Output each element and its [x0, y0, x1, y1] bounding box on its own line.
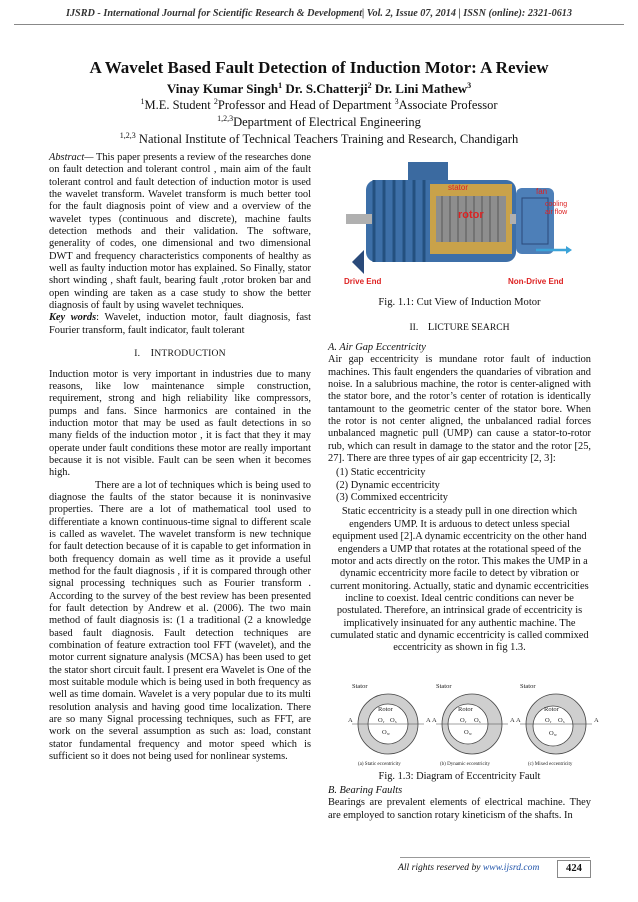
panel-static — [348, 683, 431, 767]
role-text: Professor and Head of Department — [217, 98, 395, 112]
panel-mixed — [516, 683, 599, 767]
abstract-text: This paper presents a review of the researches done on fault detection and tolerant control , main aim of the fault tolerant control and fault detection of induction motor is used the wavelet transform. Wavelet transform is much better tool for the fault diagnosis point of view and a overview of the wavelet types (continuous and discrete), machine faults detection methods and their validation. The software, generality of codes, one dimensional and two dimensional DWT and frequency characteristics components of healthy as well as faulty induction motor has explained. So Finally, stator short winding , shaft fault, bearing fault ,rotor broken bar and open winding are taken as a case study to show the better diagnosis of fault by using wavelet techniques. — [49, 152, 311, 312]
abstract-label: Abstract— — [49, 152, 94, 163]
panel-ow: O — [382, 729, 387, 736]
page-number: 424 — [557, 860, 591, 878]
label-air-flow: air flow — [545, 209, 568, 216]
panel-a-left: A — [432, 717, 437, 724]
list-item: (3) Commixed eccentricity — [336, 492, 448, 504]
section-title-initial: I — [150, 348, 155, 360]
author-sup: 3 — [467, 81, 472, 90]
footer-rights-text: All rights reserved by — [398, 862, 483, 873]
author-roles — [0, 98, 638, 113]
label-cooling: cooling — [545, 201, 568, 208]
footer-url-link[interactable]: www.ijsrd.com — [482, 862, 540, 873]
section-title-rest: NTRODUCTION — [154, 348, 226, 360]
department-text: Department of Electrical Engineering — [233, 115, 421, 129]
department-sup: 1,2,3 — [217, 114, 234, 123]
panel-ow: O — [549, 730, 554, 737]
shaft-drive-end — [346, 214, 372, 224]
footer-rights — [398, 862, 539, 873]
panel-a-right: A — [594, 717, 599, 724]
journal-header: IJSRD - International Journal for Scientific Research & Development| Vol. 2, Issue 07, 2014 | ISSN (online): 2321-0613 — [66, 8, 572, 19]
section-title-initial-2: S — [471, 322, 478, 333]
intro-paragraph-2: There are a lot of techniques which is being used to diagnose the faults of the stator because it is noninvasive properties. There are a lot of mathematical tool used to differentiate a known continuous-time signal to different scale is called as wavelet. The wavelet transform is new technique for fault detection because of it is capable to get information in both frequency domain as well time as it provide a useful method for the fault diagnosis , if it is compared through other signal processing techniques such as Fourier transform . According to the survey of the best review has been presented for fault detection by Andrew et al. (2006). The two main method of fault diagnosis is: (1 a traditional (2 a knowledge based fault diagnosis. Fault detection techniques are combination of feature extraction tool FFT (wavelet), and the motor current signature analysis (MCSA) has been used to get the stator short circuit fault. I present era Wavelet is One of the most suitable module which is being used in both frequency as well as time domain. Wavelet is a very popular due to its multi resolution analysis and having good time localization. There are so many Signal processing techniques, such as FFT, are work on the several assumption as such as: load, constant stator fundamental frequency and motor speed which is sufficient so it does not being used for nonlinear systems. — [49, 479, 311, 763]
panel-os: O — [390, 717, 395, 724]
panel-rotor-label: Rotor — [544, 706, 559, 713]
section-title-initial: L — [427, 322, 435, 333]
label-rotor: rotor — [458, 209, 484, 221]
panel-stator-label: Stator — [352, 683, 368, 690]
section-heading-introduction — [49, 348, 311, 360]
left-column — [49, 152, 311, 764]
panel-os: O — [558, 717, 563, 724]
keywords — [49, 312, 311, 337]
panel-rotor-label: Rotor — [378, 706, 393, 713]
panel-stator-label: Stator — [520, 683, 536, 690]
terminal-box — [408, 162, 448, 180]
label-non-drive-end: Non-Drive End — [508, 277, 564, 286]
panel-a-left: A — [516, 717, 521, 724]
department-line — [0, 115, 638, 130]
footer-rule — [400, 857, 590, 858]
panel-os: O — [474, 717, 479, 724]
subsection-bearing-faults: B. Bearing Faults — [328, 785, 403, 796]
right-column-bottom — [328, 785, 591, 822]
label-stator: stator — [448, 183, 469, 192]
role-text: Associate Professor — [398, 98, 498, 112]
figure-3-caption: Fig. 1.3: Diagram of Eccentricity Fault — [378, 771, 541, 782]
institute-sup: 1,2,3 — [119, 131, 136, 140]
panel-or-sub: r — [383, 719, 385, 724]
keywords-label: Key words — [49, 312, 97, 324]
panel-a-right: A — [510, 717, 515, 724]
author-name: Dr. Lini Mathew — [374, 81, 468, 96]
author-line — [0, 81, 638, 97]
section-title-rest-2: EARCH — [477, 322, 510, 333]
header-rule — [14, 24, 624, 25]
panel-a-right: A — [426, 717, 431, 724]
eccentricity-list — [336, 467, 591, 504]
abstract — [49, 152, 311, 312]
panel-os-sub: s — [563, 719, 565, 724]
figure-eccentricity-diagram — [348, 680, 598, 768]
panel-or-sub: r — [465, 719, 467, 724]
panel-caption: (c) Mixed eccentricity — [528, 762, 573, 767]
role-sup: 2 — [213, 97, 218, 106]
panel-or: O — [545, 717, 550, 724]
panel-ow-sub: w — [469, 731, 472, 736]
panel-ow-sub: w — [554, 732, 557, 737]
role-sup: 3 — [394, 97, 399, 106]
panel-or-sub: r — [550, 719, 552, 724]
panel-ow-sub: w — [387, 731, 390, 736]
air-gap-paragraph: Air gap eccentricity is mundane rotor fault of induction machines. This fault engenders the quandaries of vibration and noise. In a salubrious machine, the rotor is center-aligned with the stator bore, and the rotor’s center of rotation is identically tantamount to the geometric center of the stator bore. When the rotor is not center aligned, the unbalanced radial forces unbalanced magnetic pull (UMP) can cause a stator-to-rotor rub, which can result in damage to the stator and the rotor [25, 27]. There are three types of air gap eccentricity [2, 3]: — [328, 354, 591, 465]
role-sup: 1 — [140, 97, 145, 106]
panel-caption: (a) Static eccentricity — [358, 762, 401, 767]
institute-text: National Institute of Technical Teachers Training and Research, Chandigarh — [135, 132, 519, 146]
section-heading-lit-search — [328, 322, 591, 333]
keywords-text: : Wavelet, induction motor, fault diagnosis, fast Fourier transform, fault indicator, fault tolerant — [49, 312, 311, 336]
figure-cut-view-induction-motor — [340, 150, 580, 290]
intro-paragraph-1: Induction motor is very important in industries due to many reasons, like low maintenance simple construction, requirement, strong and high reliability like compressors, pumps and fans. Since harmonics are contained in the induction motor that may be used as fault detections in so many fields of the induction motor , it is fact that they it may operate under fault conditions these motor are really important because it is not visible. Fault can be seen when it becomes high. — [49, 368, 311, 479]
panel-or: O — [460, 717, 465, 724]
list-item: (2) Dynamic eccentricity — [336, 479, 440, 491]
section-title-rest: ICTURE — [434, 322, 472, 333]
subsection-air-gap: A. Air Gap Eccentricity — [328, 342, 426, 353]
panel-stator-label: Stator — [436, 683, 452, 690]
panel-os-sub: s — [479, 719, 481, 724]
panel-os-sub: s — [395, 719, 397, 724]
paper-title: A Wavelet Based Fault Detection of Induction Motor: A Review — [89, 58, 549, 77]
panel-dynamic — [432, 683, 515, 767]
author-sup: 2 — [367, 81, 372, 90]
panel-rotor-label: Rotor — [458, 706, 473, 713]
figure-1-caption: Fig. 1.1: Cut View of Induction Motor — [378, 297, 541, 308]
label-drive-end: Drive End — [344, 277, 382, 286]
panel-or: O — [378, 717, 383, 724]
right-column — [328, 342, 591, 655]
eccentricity-paragraph: Static eccentricity is a steady pull in one direction which engenders UMP. It is arduous to detect unless special equipment used [2].A dynamic eccentricity on the other hand engenders a UMP that rotates at the rotational speed of the motor and acts directly on the rotor. This makes the UMP in a dynamic eccentricity more facile to detect by vibration or current monitoring. Actually, static and dynamic eccentricities incline to coexist. Ideal centric conditions can never be postulated. Therefore, an intrinsical grade of eccentricity is implicatively insinuated for any authentic machine. The cumulated static and dynamic eccentricity is called commixed eccentricity as shown in fig 1.3. — [330, 506, 589, 654]
list-item: (1) Static eccentricity — [336, 467, 426, 479]
panel-caption: (b) Dynamic eccentricity — [440, 762, 490, 767]
section-number: II. — [409, 322, 419, 333]
author-name: Vinay Kumar Singh — [166, 81, 279, 96]
label-fan: fan — [536, 187, 548, 196]
bearing-paragraph: Bearings are prevalent elements of electrical machine. They are employed to sanction rotary kineticism of the shafts. In — [328, 797, 591, 821]
panel-a-left: A — [348, 717, 353, 724]
role-text: M.E. Student — [144, 98, 214, 112]
author-name: Dr. S.Chatterji — [285, 81, 368, 96]
institute-line — [0, 132, 638, 147]
panel-ow: O — [464, 729, 469, 736]
section-number: I. — [134, 348, 141, 360]
author-sup: 1 — [278, 81, 283, 90]
